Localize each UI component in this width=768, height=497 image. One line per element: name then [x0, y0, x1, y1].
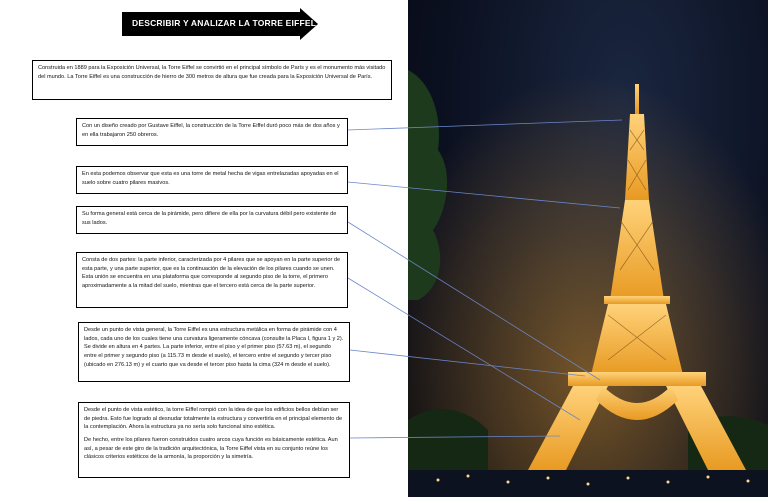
text-box-design-text: Con un diseño creado por Gustave Eiffel, la construcción de la Torre Eiffel duró poco más de dos años y en ella trabajaron 250 obreros. [82, 123, 340, 138]
eiffel-tower-photo [408, 0, 768, 497]
text-box-general-view [78, 322, 350, 382]
text-box-parts [76, 252, 348, 308]
text-box-structure [76, 166, 348, 194]
text-box-history [32, 60, 392, 100]
text-box-aesthetics-p1: Desde el punto de vista estético, la torre Eiffel rompió con la idea de que los edificios bellos debían ser de piedra. Esto fue logrado al desnudar totalmente la estructura y convertirla en el principal elemento de la contemplación. Ahora la estructura ya no sería solo funcional sino estética. [84, 407, 343, 431]
title-banner [122, 8, 318, 40]
text-box-parts-text: Consta de dos partes: la parte inferior, caracterizada por 4 pilares que se apoyan en la parte superior de esta parte, y una parte superior, que es la continuación de la elevación de los pilares cuando se unen. Esta unión se encuentra en una plataforma que corresponde al segundo piso de la torre, el primero aproximadamente a la mitad del suelo, mientras que el tercero está cerca de la parte superior. [82, 257, 341, 289]
banner-title: DESCRIBIR Y ANALIZAR LA TORRE EIFFEL [132, 18, 317, 28]
text-box-design [76, 118, 348, 146]
text-box-structure-text: En esta podemos observar que esta es una torre de metal hecha de vigas entrelazadas apoyadas en el suelo sobre cuatro pilares masivos. [82, 171, 339, 186]
text-box-general-view-text: Desde un punto de vista general, la Torre Eiffel es una estructura metálica en forma de pirámide con 4 lados, cada uno de los cuales tiene una curvatura ligeramente cóncava (consulte la Placa I, figura 1 y 2). Se divide en altura en 4 partes. La parte inferior, entre el piso y el primer piso (57.63 m), el segundo entre el primer y segundo piso (a 115.73 m desde el suelo), el tercero entre el segundo y tercer piso (ubicado en 276.13 m) y el cuarto que va desde el tercer piso hasta la cima (324 m desde el suelo). [84, 327, 344, 368]
text-box-history-text: Construida en 1889 para la Exposición Universal, la Torre Eiffel se convirtió en el principal símbolo de París y es el monumento más visitado del mundo. La Torre Eiffel es una construcción de hierro de 300 metros de altura que fue creada para la Exposición Universal de París. [38, 65, 386, 80]
eiffel-tower-illustration [408, 0, 768, 497]
text-box-aesthetics [78, 402, 350, 478]
text-box-aesthetics-p2: De hecho, entre los pilares fueron construidos cuatro arcos cuya función es básicamente estética. Aun así, a pesar de este giro de la tradición arquitectónica, la Torre Eiffel vista en su conjunto reúne los clásicos criterios estéticos de la armonía, la proporción y la simetría. [84, 436, 338, 461]
text-box-shape-text: Su forma general está cerca de la pirámide, pero difiere de ella por la curvatura débil pero existente de sus lados. [82, 211, 337, 226]
text-box-shape [76, 206, 348, 234]
